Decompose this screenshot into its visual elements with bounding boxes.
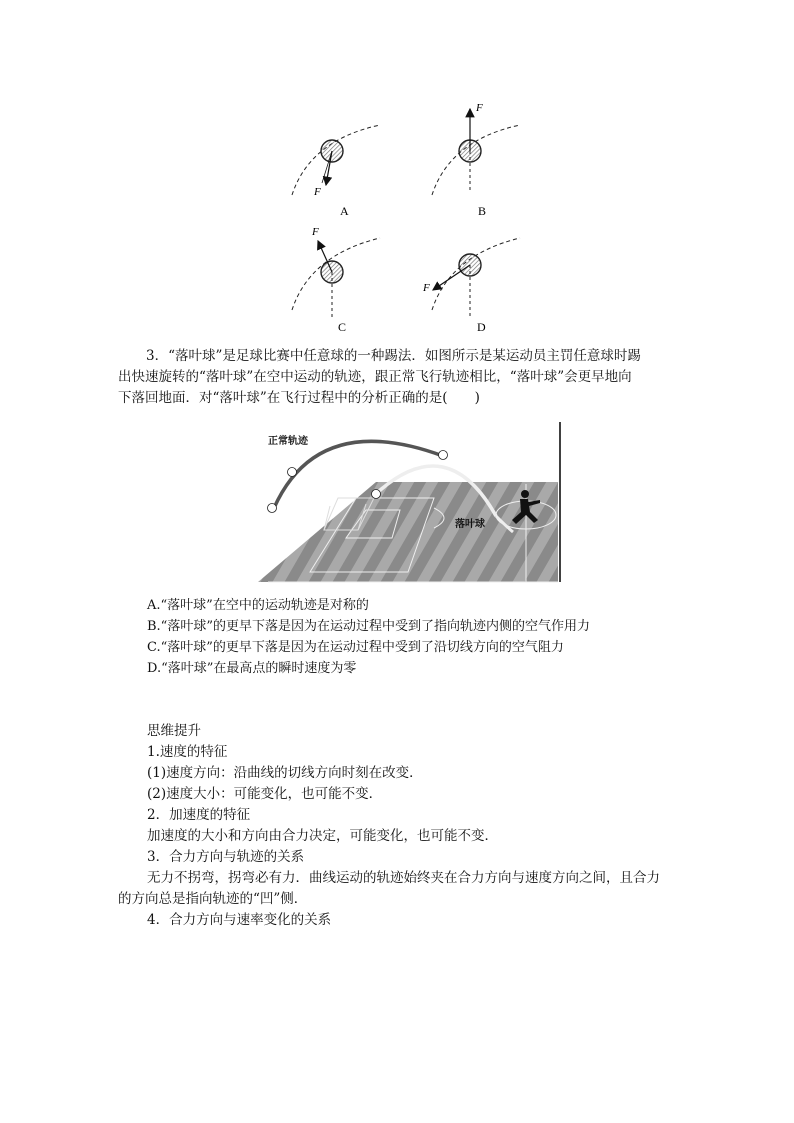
- option-d-force-label: F: [423, 282, 430, 294]
- option-b: B.“落叶球”的更早下落是因为在运动过程中受到了指向轨迹内侧的空气作用力: [147, 619, 590, 634]
- falling-leaf-label: 落叶球: [455, 519, 485, 530]
- thinking-item-1-1: (1)速度方向：沿曲线的切线方向时刻在改变．: [147, 765, 423, 781]
- question-3-line-1: 3．“落叶球”是足球比赛中任意球的一种踢法．如图所示是某运动员主罚任意球时踢: [146, 348, 641, 364]
- option-a: A.“落叶球”在空中的运动轨迹是对称的: [147, 598, 369, 613]
- thinking-item-1-2: (2)速度大小：可能变化，也可能不变．: [147, 786, 383, 802]
- thinking-item-2: 2．加速度的特征: [147, 807, 251, 823]
- question-3-stem: [118, 346, 678, 409]
- option-d-label: D: [477, 320, 486, 334]
- thinking-item-4: 4．合力方向与速率变化的关系: [147, 912, 332, 928]
- falling-leaf-ball-figure: [258, 420, 564, 584]
- option-c-label: C: [338, 320, 347, 334]
- option-b-diagram: [432, 102, 520, 218]
- option-d-diagram: [422, 238, 520, 334]
- option-a-force-label: F: [314, 186, 321, 198]
- thinking-heading: 思维提升: [147, 723, 201, 739]
- option-a-diagram: [292, 125, 380, 218]
- option-a-label: A: [340, 204, 349, 218]
- thinking-item-3-text-1: 无力不拐弯，拐弯必有力．曲线运动的轨迹始终夹在合力方向与速度方向之间，且合力: [147, 870, 660, 886]
- option-c-diagram: [292, 226, 380, 334]
- option-b-label: B: [478, 204, 487, 218]
- option-d: D.“落叶球”在最高点的瞬时速度为零: [147, 661, 357, 676]
- thinking-item-2-text: 加速度的大小和方向由合力决定，可能变化，也可能不变．: [147, 828, 498, 844]
- question-3-line-3: 下落回地面．对“落叶球”在飞行过程中的分析正确的是( ): [118, 390, 480, 406]
- normal-trajectory-label: 正常轨迹: [268, 436, 308, 447]
- option-c: C.“落叶球”的更早下落是因为在运动过程中受到了沿切线方向的空气阻力: [147, 640, 564, 655]
- thinking-item-3: 3．合力方向与轨迹的关系: [147, 849, 305, 865]
- option-c-force-label: F: [312, 226, 319, 238]
- thinking-item-1: 1.速度的特征: [147, 744, 228, 760]
- thinking-item-3-text-2: 的方向总是指向轨迹的“凹”侧．: [118, 891, 308, 907]
- question-3-line-2: 出快速旋转的“落叶球”在空中运动的轨迹，跟正常飞行轨迹相比，“落叶球”会更早地向: [118, 369, 632, 385]
- ball-force-diagrams: [270, 95, 550, 345]
- option-b-force-label: F: [476, 102, 483, 114]
